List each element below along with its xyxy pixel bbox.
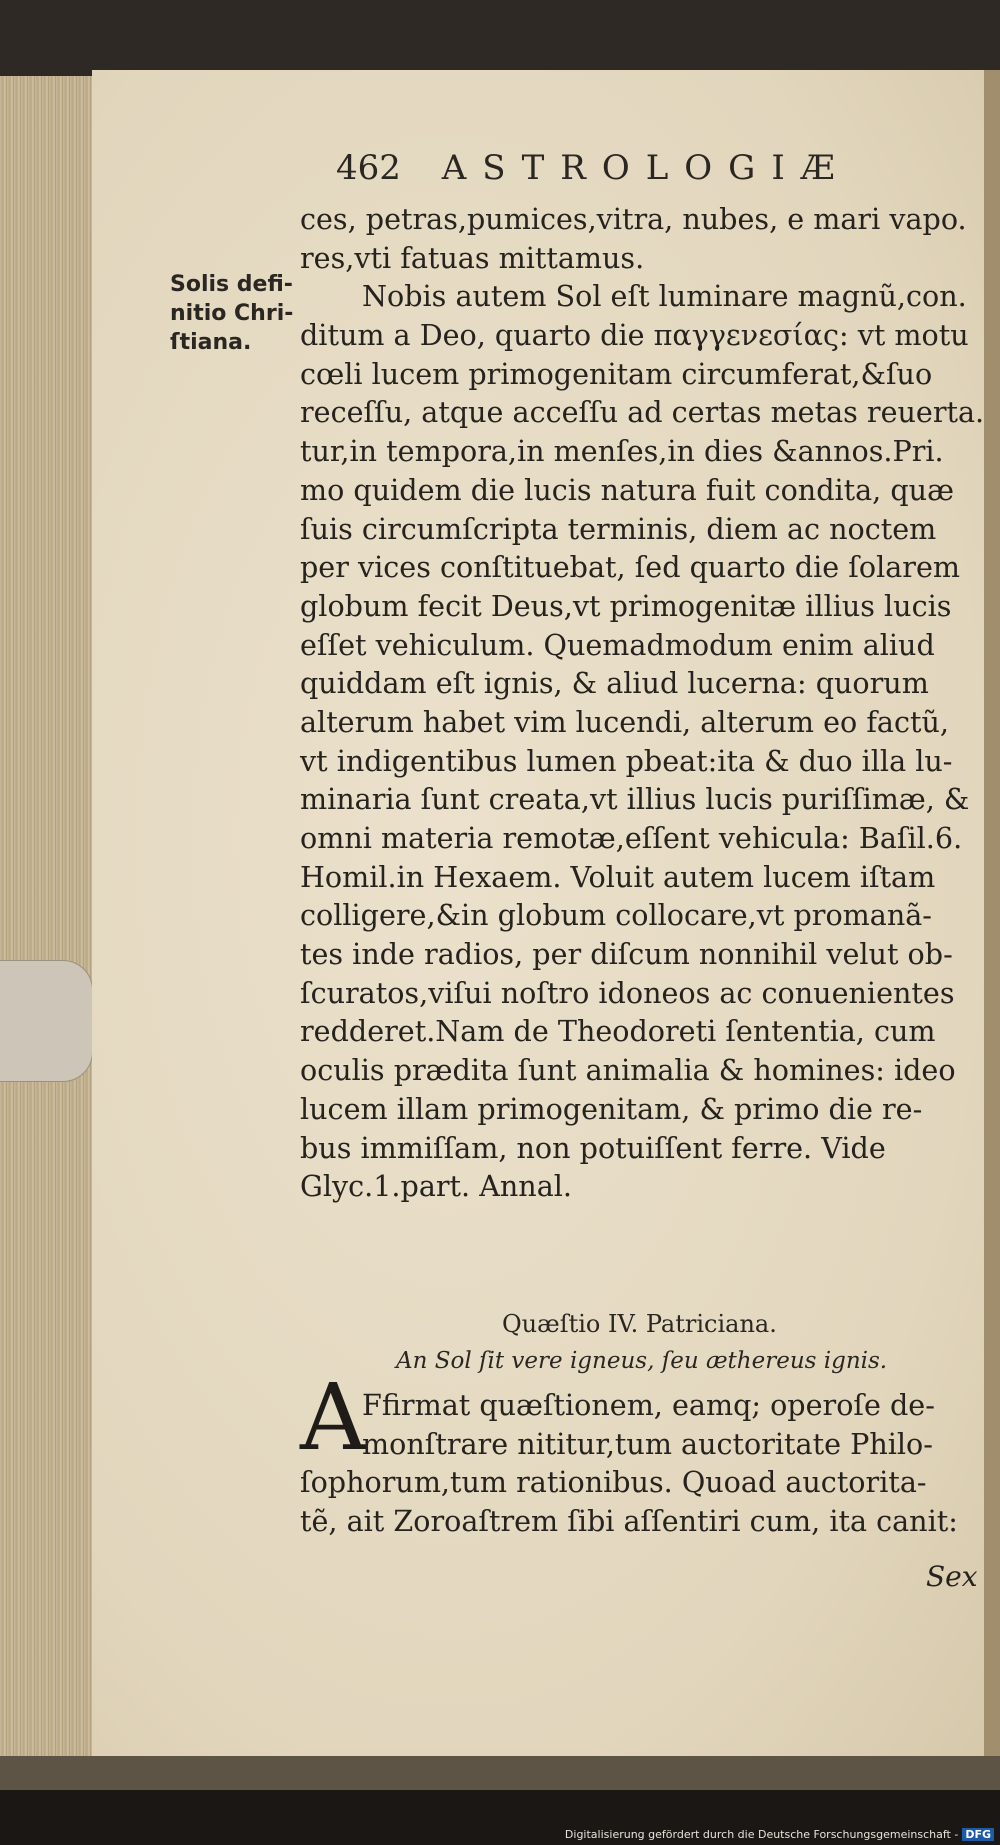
page-number: 462 <box>336 148 401 188</box>
text-line: vt indigentibus lumen pbeat:ita & duo illa lu- <box>300 743 953 778</box>
running-title: ASTROLOGIÆ <box>441 148 851 188</box>
text-line: Glyc.1.part. Annal. <box>300 1169 572 1204</box>
marginal-note <box>170 270 293 357</box>
text-line: omni materia remotæ,eſſent vehicula: Baſil.6. <box>300 821 963 855</box>
body-text <box>300 200 985 1206</box>
text-line: receſſu, atque acceſſu ad certas metas reuerta. <box>300 395 985 430</box>
book-bottom-edge <box>0 1756 1000 1790</box>
marginal-note-line: nitio Chri- <box>170 301 294 326</box>
text-line: ſuis circumſcripta terminis, diem ac noctem <box>300 511 937 546</box>
book-page-edges <box>0 76 94 1776</box>
text-line: tes inde radios, per diſcum nonnihil velut ob- <box>300 937 953 972</box>
text-line: ditum a Deo, quarto die παγγενεσίας: vt motu <box>300 318 969 353</box>
text-line: mo quidem die lucis natura fuit condita, quæ <box>300 472 954 507</box>
catchword: Sex <box>926 1560 978 1593</box>
section-paragraph <box>300 1386 980 1541</box>
text-line: minaria ſunt creata,vt illius lucis puriſſimæ, & <box>300 782 970 817</box>
text-line: globum fecit Deus,vt primogenitæ illius lucis <box>300 588 952 623</box>
text-line: ces, petras,pumices,vitra, nubes, e mari vapo. <box>300 202 967 236</box>
text-line: per vices conſtituebat, ſed quarto die ſolarem <box>300 550 960 585</box>
text-line: oculis prædita ſunt animalia & homines: ideo <box>300 1053 956 1088</box>
text-line: Ffirmat quæſtionem, eamq; operoſe de- <box>362 1388 935 1422</box>
text-line: ſophorum,tum rationibus. Quoad auctorita- <box>300 1465 927 1500</box>
page-gutter <box>984 70 1000 1778</box>
book-clamp <box>0 960 93 1082</box>
section-heading: Quæſtio IV. Patriciana. <box>502 1310 777 1338</box>
text-line: colligere,&in globum collocare,vt promanã- <box>300 898 932 933</box>
text-line: bus immiſſam, non potuiſſent ferre. Vide <box>300 1130 886 1165</box>
marginal-note-line: Solis defi- <box>170 272 293 297</box>
text-line: lucem illam primogenitam, & primo die re- <box>300 1091 923 1126</box>
running-header <box>336 148 851 188</box>
text-line: eſſet vehiculum. Quemadmodum enim aliud <box>300 627 935 662</box>
text-line: tur,in tempora,in menſes,in dies &annos.Pri. <box>300 434 944 469</box>
section-subheading: An Sol ſit vere igneus, ſeu æthereus ignis. <box>396 1348 888 1374</box>
drop-capital: A <box>300 1364 367 1471</box>
text-line: res,vti fatuas mittamus. <box>300 240 645 275</box>
text-line: Nobis autem Sol eſt luminare magnũ,con. <box>362 279 967 314</box>
text-line: tẽ, ait Zoroaſtrem ſibi aſſentiri cum, ita canit: <box>300 1504 958 1539</box>
text-line: redderet.Nam de Theodoreti ſententia, cum <box>300 1014 936 1049</box>
text-line: Homil.in Hexaem. Voluit autem lucem iſtam <box>300 859 936 894</box>
text-line: quiddam eſt ignis, & aliud lucerna: quorum <box>300 666 929 701</box>
marginal-note-line: ſtiana. <box>170 330 252 355</box>
dfg-logo: DFG <box>962 1828 994 1841</box>
text-line: alterum habet vim lucendi, alterum eo factũ, <box>300 704 949 739</box>
digitization-credit <box>565 1828 994 1841</box>
credit-text: Digitalisierung gefördert durch die Deutsche Forschungsgemeinschaft - <box>564 1828 959 1841</box>
scan-background-top <box>0 0 1000 80</box>
text-line: monſtrare nititur,tum auctoritate Philo- <box>362 1426 933 1461</box>
text-line: cœli lucem primogenitam circumferat,&ſuo <box>300 356 933 391</box>
text-line: ſcuratos,viſui noſtro idoneos ac conuenientes <box>300 975 955 1010</box>
